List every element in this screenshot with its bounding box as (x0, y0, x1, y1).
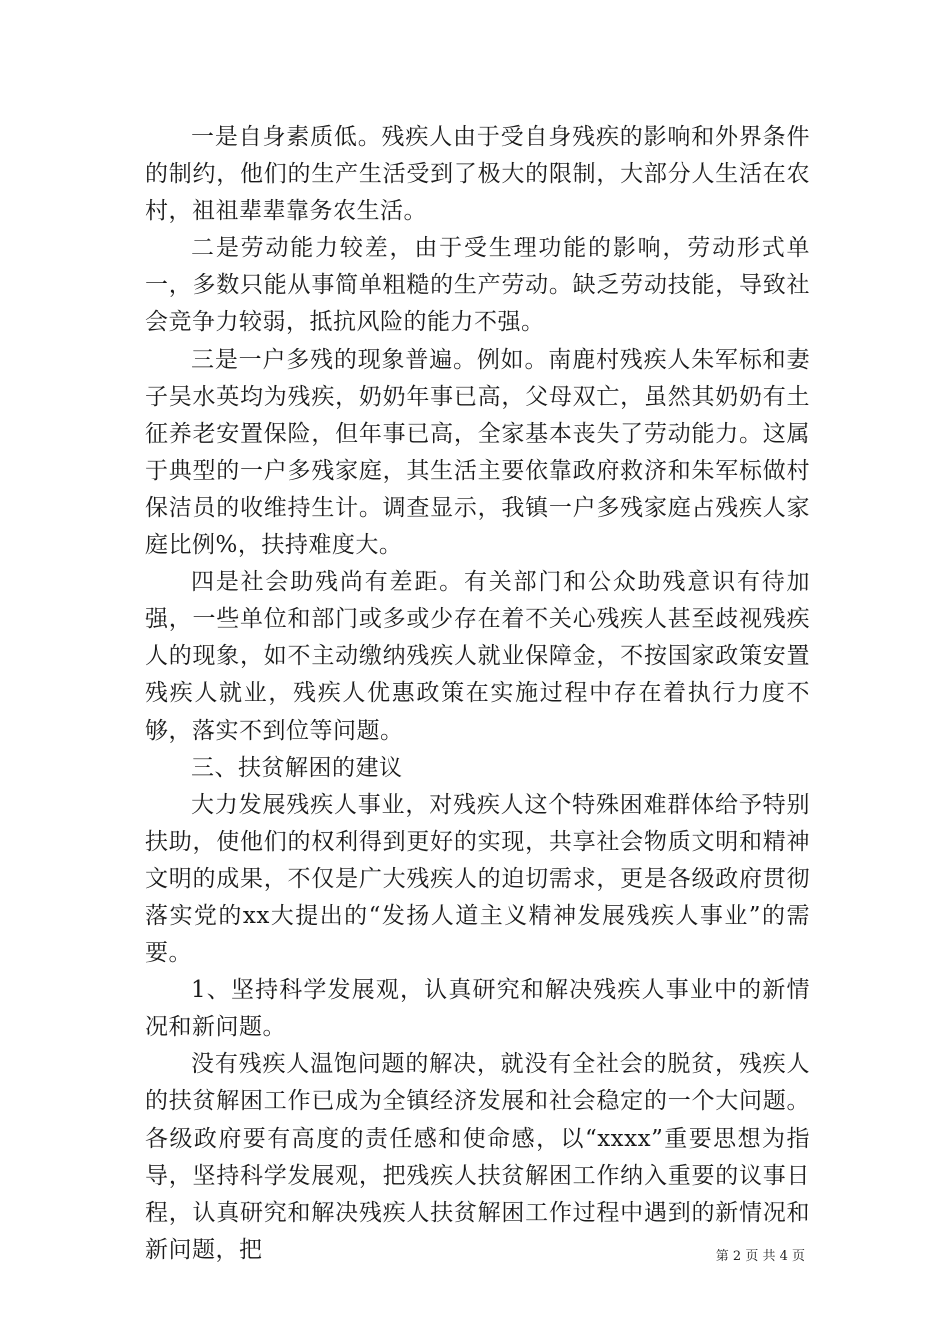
paragraph-2: 二是劳动能力较差，由于受生理功能的影响，劳动形式单一，多数只能从事简单粗糙的生产劳动。缺乏劳动技能，导致社会竞争力较弱，抵抗风险的能力不强。 (145, 235, 810, 336)
page-number: 第 2 页 共 4 页 (715, 1249, 805, 1264)
document-body (145, 119, 810, 1269)
paragraph-5: 大力发展残疾人事业，对残疾人这个特殊困难群体给予特别扶助，使他们的权利得到更好的实现，共享社会物质文明和精神文明的成果，不仅是广大残疾人的迫切需求，更是各级政府贯彻落实党的xx大提出的“发扬人道主义精神发展残疾人事业”的需要。 (145, 791, 810, 967)
paragraph-6: 没有残疾人温饱问题的解决，就没有全社会的脱贫，残疾人的扶贫解困工作已成为全镇经济发展和社会稳定的一个大问题。各级政府要有高度的责任感和使命感，以“xxxx”重要思想为指导，坚持科学发展观，把残疾人扶贫解困工作纳入重要的议事日程，认真研究和解决残疾人扶贫解困工作过程中遇到的新情况和新问题，把 (145, 1051, 810, 1263)
section-heading: 三、扶贫解困的建议 (191, 754, 403, 781)
subsection-heading: 1、坚持科学发展观，认真研究和解决残疾人事业中的新情况和新问题。 (145, 977, 810, 1041)
paragraph-3: 三是一户多残的现象普遍。例如。南鹿村残疾人朱军标和妻子吴水英均为残疾，奶奶年事已高，父母双亡，虽然其奶奶有土征养老安置保险，但年事已高，全家基本丧失了劳动能力。这属于典型的一户多残家庭，其生活主要依靠政府救济和朱军标做村保洁员的收维持生计。调查显示，我镇一户多残家庭占残疾人家庭比例%，扶持难度大。 (145, 346, 810, 559)
paragraph-4: 四是社会助残尚有差距。有关部门和公众助残意识有待加强，一些单位和部门或多或少存在着不关心残疾人甚至歧视残疾人的现象，如不主动缴纳残疾人就业保障金，不按国家政策安置残疾人就业，残疾人优惠政策在实施过程中存在着执行力度不够，落实不到位等问题。 (145, 569, 810, 744)
paragraph-1: 一是自身素质低。残疾人由于受自身残疾的影响和外界条件的制约，他们的生产生活受到了极大的限制，大部分人生活在农村，祖祖辈辈靠务农生活。 (145, 124, 810, 225)
